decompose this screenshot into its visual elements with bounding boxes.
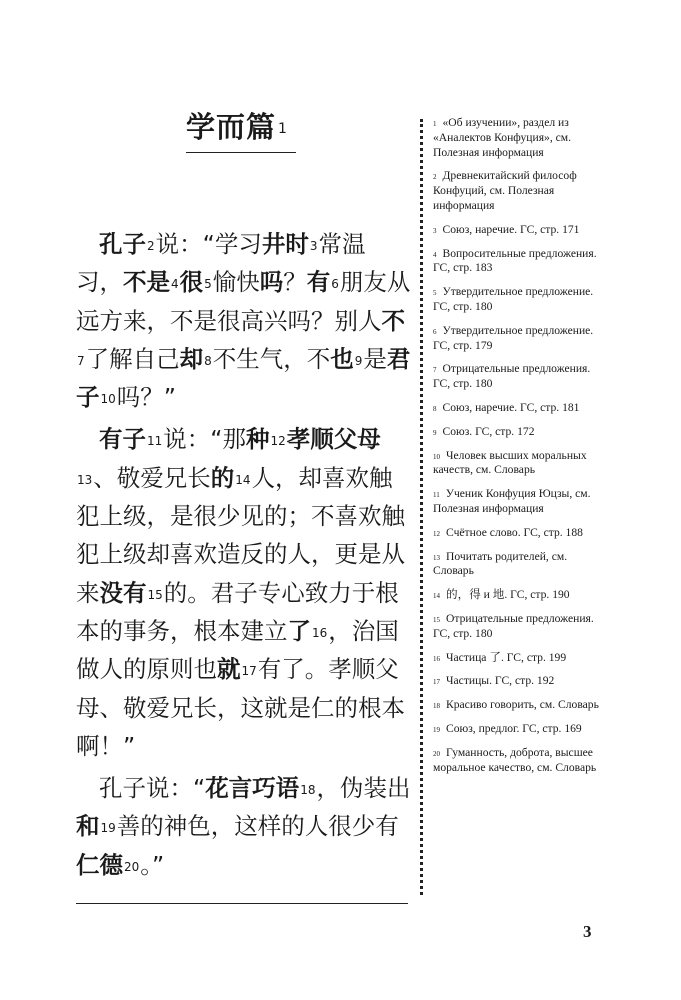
footnote-item	[433, 169, 609, 213]
main-text	[76, 225, 411, 884]
text-run: 愉快	[212, 268, 260, 297]
footnote-number: 3	[433, 226, 437, 235]
bold-term: 却	[179, 344, 204, 373]
footnote-text: Отрицательные предложения. ГС, стр. 180	[433, 362, 591, 391]
footnote-item	[433, 285, 609, 315]
footnote-ref: 12	[270, 434, 286, 449]
text-run: 孔子说：“	[99, 774, 206, 803]
bold-term: 有子	[99, 425, 146, 454]
footnote-item	[433, 550, 609, 580]
bold-term: 君子	[76, 344, 411, 412]
footnote-ref: 3	[309, 239, 318, 253]
footnote-item	[433, 698, 609, 713]
footnotes-column	[433, 116, 609, 784]
footnote-number: 9	[433, 428, 437, 437]
footnote-text: Отрицательные предложения. ГС, стр. 180	[433, 611, 594, 640]
footnote-item	[433, 324, 609, 354]
footnote-ref: 5	[204, 277, 212, 292]
footnote-item	[433, 362, 609, 392]
footnote-ref: 16	[312, 625, 328, 640]
text-run: 了解自己	[85, 344, 180, 373]
bottom-rule	[76, 903, 408, 904]
footnote-ref: 4	[171, 277, 179, 292]
footnote-ref: 17	[241, 664, 257, 679]
footnote-item	[433, 247, 609, 277]
footnote-text: Частицы. ГС, стр. 192	[446, 674, 555, 688]
chapter-title	[186, 110, 296, 144]
paragraph-3	[76, 769, 411, 884]
footnote-ref: 9	[354, 353, 363, 368]
footnote-item	[433, 487, 609, 517]
text-run: 朋友从远方来，不是很高兴吗？别人	[76, 268, 411, 335]
text-run: 善的神色，这样的人很少有	[116, 812, 399, 841]
footnote-number: 4	[433, 250, 437, 259]
footnote-ref: 20	[124, 859, 140, 874]
footnote-text: Красиво говорить, см. Словарь	[446, 698, 599, 712]
text-run: 人，却喜欢触犯上级，是很少见的；不喜欢触犯上级却喜欢造反的人，更是从来	[76, 463, 405, 607]
text-run: ，治国做人的原则也	[76, 616, 399, 684]
footnote-item	[433, 651, 609, 666]
footnote-number: 19	[433, 725, 440, 734]
bold-term: 就	[217, 655, 241, 684]
footnote-text: Союз, наречие. ГС, стр. 181	[442, 400, 580, 414]
bold-term: 仁德	[76, 850, 123, 879]
footnote-number: 5	[433, 289, 437, 298]
footnote-item	[433, 425, 609, 440]
bold-term: 也	[330, 344, 354, 373]
footnote-ref: 8	[204, 353, 212, 368]
footnote-text: Утвердительное предложение. ГС, стр. 180	[433, 285, 594, 313]
footnote-ref: 6	[331, 277, 339, 292]
bold-term: 有	[306, 268, 331, 297]
footnote-text: «Об изучении», раздел из «Аналектов Конфуция», см. Полезная информация	[433, 116, 572, 159]
footnote-number: 2	[433, 173, 437, 182]
footnote-text: Человек высших моральных качеств, см. Словарь	[433, 448, 587, 477]
chapter-title-ref: 1	[278, 121, 288, 137]
footnote-number: 15	[433, 615, 440, 624]
bold-term: 不是	[123, 268, 170, 297]
footnote-text: Вопросительные предложения. ГС, стр. 183	[433, 246, 597, 275]
text-run: 。”	[140, 850, 165, 879]
footnote-text: Гуманность, доброта, высшее моральное качество, см. Словарь	[433, 745, 597, 774]
footnote-item	[433, 449, 609, 479]
footnote-ref: 18	[300, 783, 316, 798]
footnote-item	[433, 116, 609, 160]
text-run: ，伪装出	[316, 774, 411, 803]
footnote-number: 20	[433, 749, 440, 758]
footnote-item	[433, 588, 609, 603]
chapter-title-text: 学而篇	[186, 110, 277, 144]
page-number: 3	[583, 922, 592, 941]
footnote-item	[433, 401, 609, 416]
footnote-ref: 7	[77, 353, 85, 368]
footnote-item	[433, 746, 609, 776]
footnote-ref: 15	[147, 587, 163, 602]
text-run: 吗？”	[116, 383, 176, 412]
footnote-item	[433, 526, 609, 541]
footnote-text: Счётное слово. ГС, стр. 188	[446, 525, 583, 539]
footnote-text: Союз, предлог. ГС, стр. 169	[446, 721, 582, 735]
footnote-number: 8	[433, 404, 437, 413]
footnote-text: Утвердительное предложение. ГС, стр. 179	[433, 323, 594, 352]
text-run: 是	[363, 344, 387, 373]
bold-term: 的	[210, 463, 235, 492]
paragraph-2	[76, 420, 411, 765]
footnote-number: 11	[433, 491, 440, 500]
footnote-item	[433, 223, 609, 238]
text-run: 有了。孝顺父母、敬爱兄长，这就是仁的根本啊！”	[76, 655, 405, 760]
bold-term: 没有	[99, 578, 147, 607]
text-run: 的。君子专心致力于根本的事务，根本建立	[76, 578, 399, 645]
bold-term: 和	[76, 812, 100, 841]
text-run: 不生气，不	[212, 344, 331, 373]
footnote-ref: 14	[235, 472, 251, 487]
footnote-ref: 19	[100, 821, 116, 836]
footnote-number: 7	[433, 366, 437, 375]
footnote-item	[433, 722, 609, 737]
text-run: 、敬爱兄长	[93, 463, 211, 492]
footnote-number: 16	[433, 654, 440, 663]
footnote-number: 13	[433, 553, 440, 562]
footnote-text: Почитать родителей, см. Словарь	[433, 549, 568, 578]
footnote-number: 18	[433, 702, 440, 711]
footnote-number: 6	[433, 327, 437, 336]
bold-term: 了	[287, 616, 311, 645]
footnote-number: 12	[433, 529, 440, 538]
bold-term: 不	[381, 306, 405, 335]
bold-term: 孔子	[99, 230, 146, 258]
bold-term: 吗	[259, 268, 284, 297]
footnote-text: Частица 了. ГС, стр. 199	[446, 650, 567, 664]
footnote-number: 14	[433, 592, 440, 601]
footnote-ref: 2	[147, 239, 155, 253]
bold-term: 井时	[261, 230, 309, 258]
footnote-ref: 13	[77, 472, 93, 487]
footnote-text: 的，得 и 地. ГС, стр. 190	[446, 588, 570, 602]
bold-term: 花言巧语	[205, 774, 300, 803]
text-run: 说：“那	[163, 425, 246, 454]
text-run: 常温习，	[76, 230, 366, 297]
chapter-title-block	[186, 110, 296, 153]
bold-term: 种	[245, 425, 270, 454]
footnote-text: Ученик Конфуция Юцзы, см. Полезная информация	[433, 487, 591, 515]
text-run: ？	[283, 268, 307, 297]
text-run: 说：“学习	[155, 230, 262, 258]
footnote-text: Союз. ГС, стр. 172	[442, 424, 535, 438]
bold-term: 孝顺父母	[286, 425, 381, 454]
footnote-number: 1	[433, 120, 437, 128]
footnote-item	[433, 612, 609, 642]
footnote-item	[433, 674, 609, 689]
paragraph-1	[76, 225, 411, 416]
footnote-number: 10	[433, 452, 440, 461]
footnote-ref: 10	[100, 392, 116, 407]
column-divider	[420, 119, 423, 895]
footnote-text: Союз, наречие. ГС, стр. 171	[442, 222, 580, 236]
footnote-number: 17	[433, 678, 440, 687]
footnote-ref: 11	[147, 434, 163, 449]
bold-term: 很	[179, 268, 204, 297]
footnote-text: Древнекитайский философ Конфуций, см. Полезная информация	[433, 169, 577, 212]
